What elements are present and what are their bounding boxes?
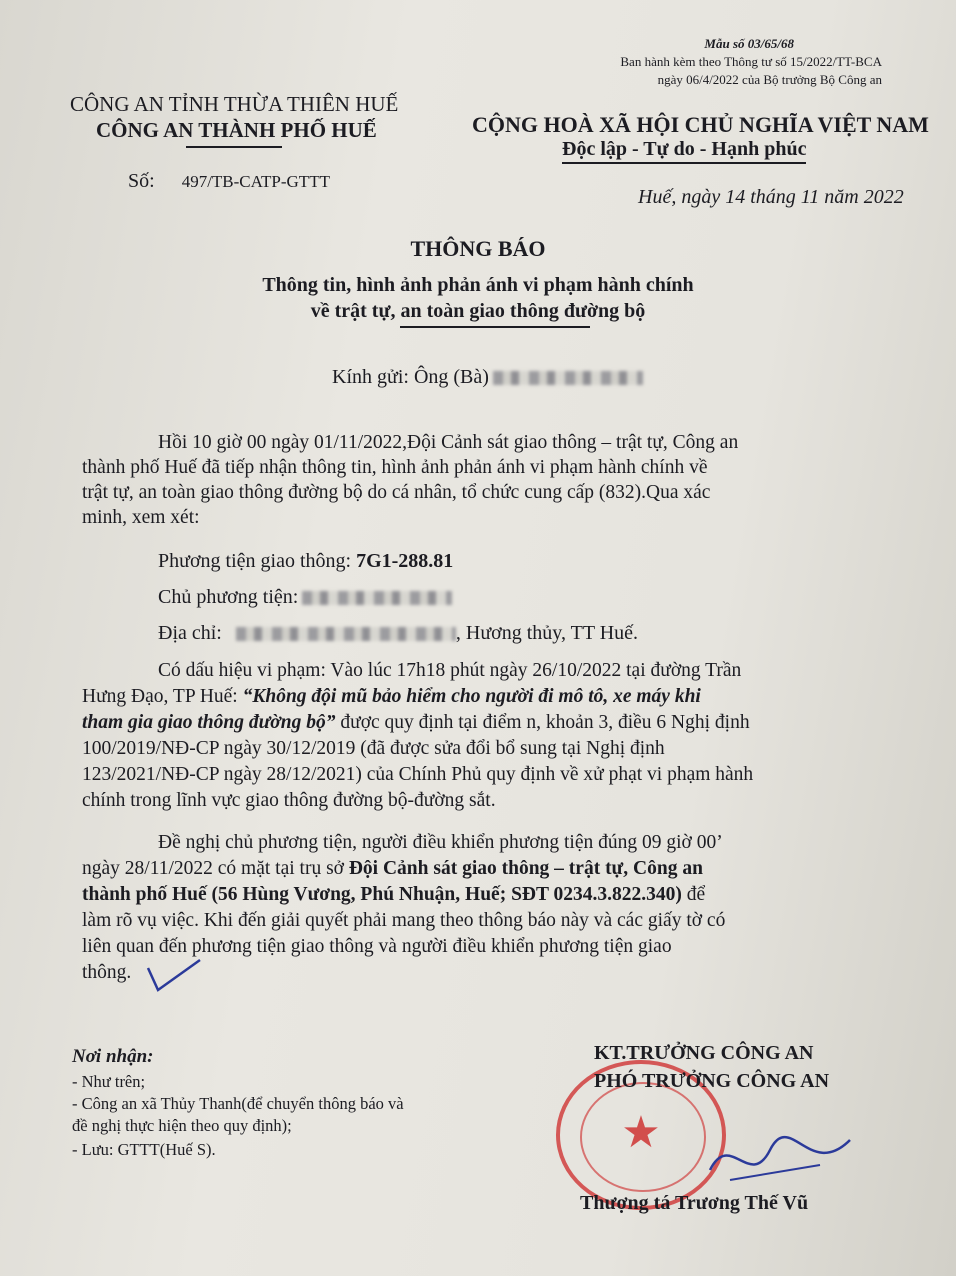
address-row xyxy=(158,622,638,645)
vehicle-label: Phương tiện giao thông: xyxy=(158,550,352,572)
request-line-4: làm rõ vụ việc. Khi đến giải quyết phải mang theo thông báo này và các giấy tờ có xyxy=(82,910,726,931)
seal-star-icon: ★ xyxy=(621,1107,661,1157)
redacted-name xyxy=(493,371,643,385)
violation-line-2 xyxy=(82,686,701,708)
signer-name: Thượng tá Trương Thế Vũ xyxy=(580,1192,809,1214)
agency-underline xyxy=(186,146,282,148)
violation-description-1: “Không đội mũ bảo hiểm cho người đi mô tô, xe máy khi xyxy=(242,686,701,707)
document-subtitle-line-2: về trật tự, an toàn giao thông đường bộ xyxy=(310,300,646,322)
request-line-6: thông. xyxy=(82,962,132,983)
signature-role-1: KT.TRƯỞNG CÔNG AN xyxy=(594,1042,814,1064)
salutation xyxy=(332,366,643,389)
pen-checkmark xyxy=(144,956,204,996)
recipient-1: - Như trên; xyxy=(72,1072,146,1091)
owner-label: Chủ phương tiện: xyxy=(158,586,299,608)
recipients-title: Nơi nhận: xyxy=(72,1046,154,1067)
document-title: THÔNG BÁO xyxy=(410,236,546,261)
document-subtitle-line-1: Thông tin, hình ảnh phản ánh vi phạm hành chính xyxy=(262,274,694,296)
recipient-2-cont: đề nghị thực hiện theo quy định); xyxy=(72,1116,292,1135)
intro-line-3: trật tự, an toàn giao thông đường bộ do cá nhân, tổ chức cung cấp (832).Qua xác xyxy=(82,482,711,503)
redacted-owner xyxy=(302,591,452,605)
violation-line-5: 123/2021/NĐ-CP ngày 28/12/2021) của Chính Phủ quy định về xử phạt vi phạm hành xyxy=(82,764,754,785)
agency-parent: CÔNG AN TỈNH THỪA THIÊN HUẾ xyxy=(70,92,399,116)
salutation-text: Kính gửi: Ông (Bà) xyxy=(332,366,489,388)
document-number-label: Số: xyxy=(128,170,155,192)
address-label: Địa chỉ: xyxy=(158,622,222,644)
request-office: Đội Cảnh sát giao thông – trật tự, Công an xyxy=(348,858,703,879)
document-number-value: 497/TB-CATP-GTTT xyxy=(181,172,330,191)
request-line-5: liên quan đến phương tiện giao thông và người điều khiển phương tiện giao xyxy=(82,936,672,957)
redacted-address xyxy=(236,627,456,641)
vehicle-plate: 7G1-288.81 xyxy=(356,550,454,572)
agency-name: CÔNG AN THÀNH PHỐ HUẾ xyxy=(96,118,377,142)
signature-role-2: PHÓ TRƯỞNG CÔNG AN xyxy=(594,1070,830,1092)
violation-line-6: chính trong lĩnh vực giao thông đường bộ-đường sắt. xyxy=(82,790,496,811)
violation-line-1: Có dấu hiệu vi phạm: Vào lúc 17h18 phút ngày 26/10/2022 tại đường Trần xyxy=(158,660,742,681)
intro-line-4: minh, xem xét: xyxy=(82,507,200,528)
handwritten-signature xyxy=(700,1120,860,1200)
intro-line-1: Hồi 10 giờ 00 ngày 01/11/2022,Đội Cảnh sát giao thông – trật tự, Công an xyxy=(158,432,739,453)
form-number: Mẫu số 03/65/68 xyxy=(704,36,794,51)
document-number xyxy=(128,170,330,193)
violation-description-2: tham gia giao thông đường bộ” xyxy=(82,712,336,733)
recipient-3: - Lưu: GTTT(Huế S). xyxy=(72,1140,216,1159)
violation-location: Hưng Đạo, TP Huế: xyxy=(82,686,243,707)
address-tail: , Hương thủy, TT Huế. xyxy=(455,622,639,644)
request-line-2 xyxy=(82,858,703,880)
form-reference-line-2: ngày 06/4/2022 của Bộ trưởng Bộ Công an xyxy=(657,72,882,87)
request-address: thành phố Huế (56 Hùng Vương, Phú Nhuận, Huế; SĐT 0234.3.822.340) xyxy=(82,884,682,905)
violation-regulation: được quy định tại điểm n, khoản 3, điều 6 Nghị định xyxy=(335,712,750,733)
vehicle-row xyxy=(158,550,453,573)
violation-line-4: 100/2019/NĐ-CP ngày 30/12/2019 (đã được sửa đổi bổ sung tại Nghị định xyxy=(82,738,665,759)
owner-row xyxy=(158,586,452,609)
request-line-3 xyxy=(82,884,705,906)
place-date: Huế, ngày 14 tháng 11 năm 2022 xyxy=(638,186,904,208)
request-line-1: Đề nghị chủ phương tiện, người điều khiển phương tiện đúng 09 giờ 00’ xyxy=(158,832,723,853)
subtitle-underline xyxy=(400,326,590,328)
form-reference-line-1: Ban hành kèm theo Thông tư số 15/2022/TT-BCA xyxy=(620,54,882,69)
request-date: ngày 28/11/2022 có mặt tại trụ sở xyxy=(82,858,349,879)
recipient-2: - Công an xã Thủy Thanh(để chuyển thông báo và xyxy=(72,1094,404,1113)
intro-line-2: thành phố Huế đã tiếp nhận thông tin, hình ảnh phản ánh vi phạm hành chính về xyxy=(82,457,708,478)
violation-line-3 xyxy=(82,712,750,734)
request-tail: để xyxy=(681,884,706,905)
national-motto: Độc lập - Tự do - Hạnh phúc xyxy=(562,138,806,164)
national-name: CỘNG HOÀ XÃ HỘI CHỦ NGHĨA VIỆT NAM xyxy=(472,112,929,137)
